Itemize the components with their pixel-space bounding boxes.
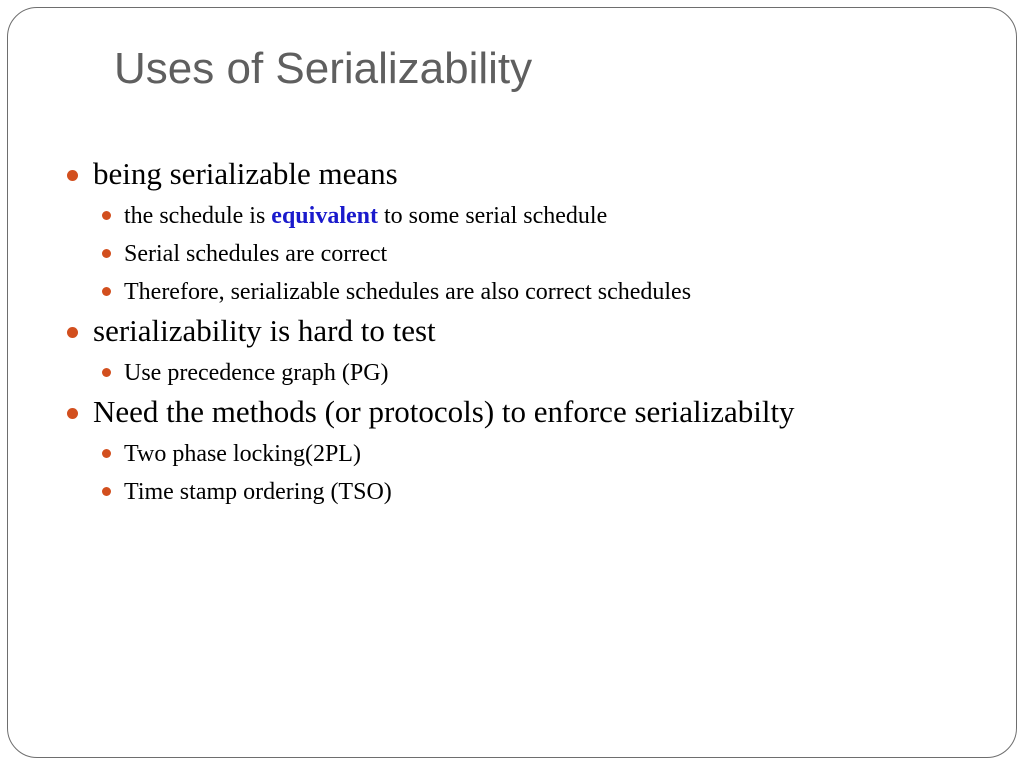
bullet-dot-icon xyxy=(102,368,111,377)
bullet-item xyxy=(0,312,1024,350)
sub-bullet-text: to some serial schedule xyxy=(377,203,608,229)
bullet-dot-icon xyxy=(102,487,111,496)
bullet-dot-icon xyxy=(102,287,111,296)
bullet-text: serializability is hard to test xyxy=(93,313,436,348)
sub-bullet-item xyxy=(0,358,1024,388)
sub-bullet-text: Two phase locking(2PL) xyxy=(124,441,361,467)
bullet-dot-icon xyxy=(102,249,111,258)
sub-bullet-text: Use precedence graph (PG) xyxy=(124,360,389,386)
sub-bullet-item xyxy=(0,277,1024,307)
sub-bullet-item xyxy=(0,201,1024,231)
bullet-text: Need the methods (or protocols) to enforce serializabilty xyxy=(93,394,795,429)
bullet-dot-icon xyxy=(102,211,111,220)
bullet-text: being serializable means xyxy=(93,156,398,191)
sub-bullet-item xyxy=(0,477,1024,507)
bullet-dot-icon xyxy=(67,327,78,338)
bullet-item xyxy=(0,393,1024,431)
sub-bullet-item xyxy=(0,439,1024,469)
bullet-item xyxy=(0,155,1024,193)
sub-bullet-text: Time stamp ordering (TSO) xyxy=(124,479,392,505)
sub-bullet-item xyxy=(0,239,1024,269)
emphasized-term: equivalent xyxy=(271,203,378,229)
slide-title: Uses of Serializability xyxy=(114,44,533,93)
bullet-list xyxy=(0,150,1024,507)
sub-bullet-text: Serial schedules are correct xyxy=(124,241,388,267)
sub-bullet-text: Therefore, serializable schedules are also correct schedules xyxy=(124,279,692,305)
bullet-dot-icon xyxy=(67,408,78,419)
bullet-dot-icon xyxy=(102,449,111,458)
bullet-dot-icon xyxy=(67,170,78,181)
sub-bullet-text: the schedule is xyxy=(124,203,272,229)
